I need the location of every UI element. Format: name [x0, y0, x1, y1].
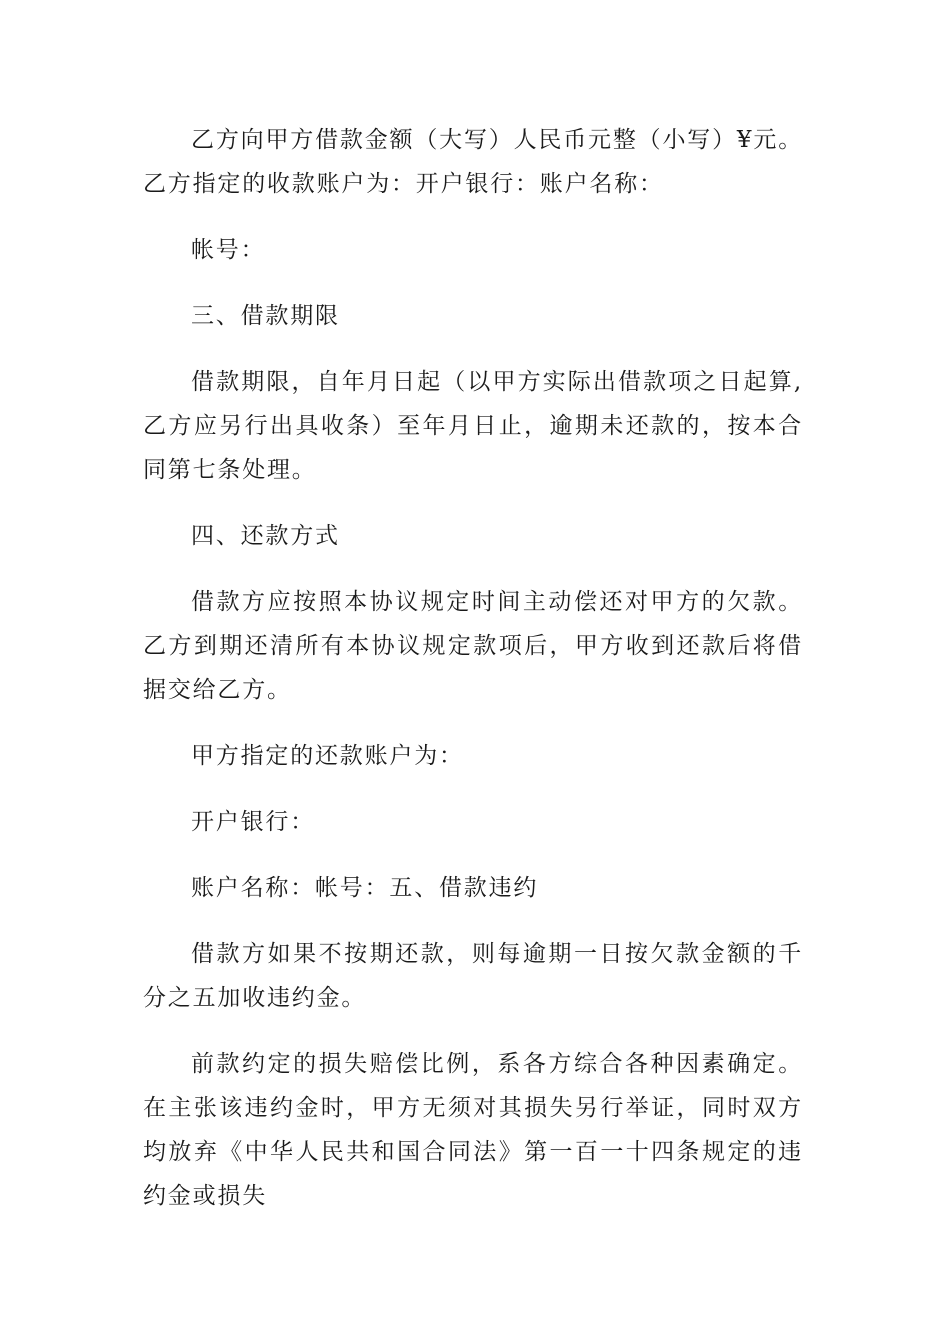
section-heading-loan-term: 三、借款期限 — [191, 303, 340, 329]
paragraph-late-penalty: 借款方如果不按期还款，则每逾期一日按欠款金额的千分之五加收违约金。 — [143, 941, 803, 1011]
paragraph-account-number: 帐号： — [191, 237, 266, 263]
document-body — [143, 118, 803, 1240]
paragraph-repayment-account: 甲方指定的还款账户为： — [191, 743, 464, 769]
paragraph-bank: 开户银行： — [191, 809, 315, 835]
paragraph-account-name-and-default-heading: 账户名称：帐号：五、借款违约 — [191, 875, 539, 901]
paragraph-loan-amount: 乙方向甲方借款金额（大写）人民币元整（小写）¥元。乙方指定的收款账户为：开户银行：账户名称： — [143, 127, 803, 197]
paragraph-repayment: 借款方应按照本协议规定时间主动偿还对甲方的欠款。乙方到期还清所有本协议规定款项后，甲方收到还款后将借据交给乙方。 — [143, 589, 803, 703]
paragraph-loan-term: 借款期限，自年月日起（以甲方实际出借款项之日起算,乙方应另行出具收条）至年月日止，逾期未还款的，按本合同第七条处理。 — [143, 369, 803, 483]
section-heading-repayment: 四、还款方式 — [191, 523, 340, 549]
paragraph-damages: 前款约定的损失赔偿比例，系各方综合各种因素确定。在主张该违约金时，甲方无须对其损失另行举证，同时双方均放弃《中华人民共和国合同法》第一百一十四条规定的违约金或损失 — [143, 1051, 803, 1209]
